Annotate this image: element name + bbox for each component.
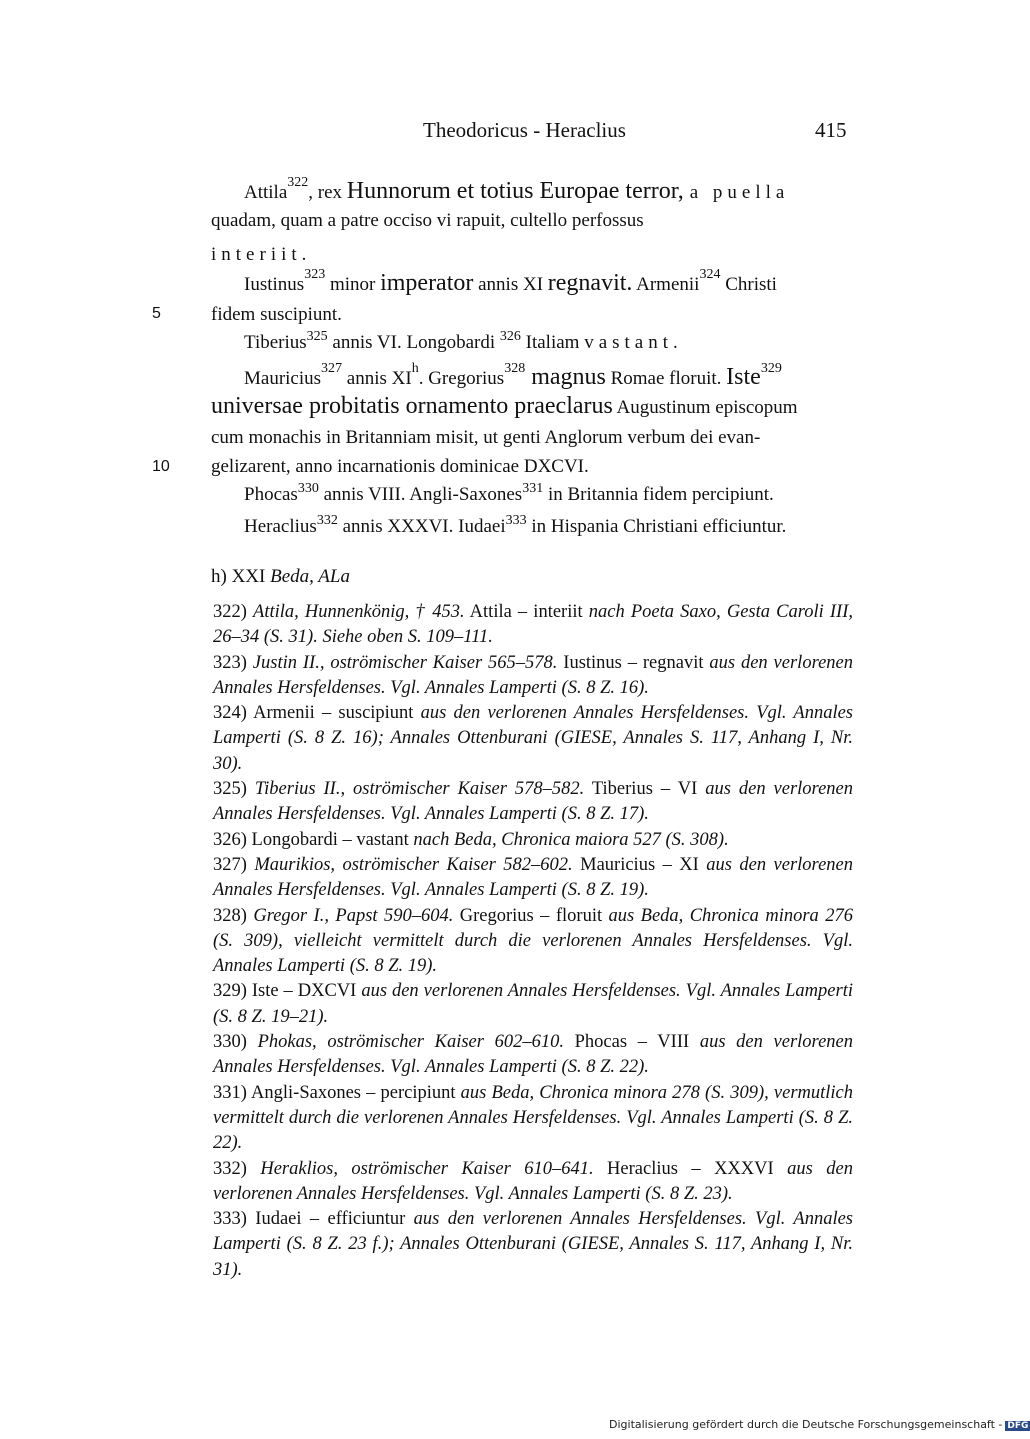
footnote: 331) Angli-Saxones – percipiunt aus Beda, Chronica minora 278 (S. 309), vermutlich vermittelt durch die verlorenen Annales Hersfeldenses. Vgl. Annales Lamperti (S. 8 Z. 22). (213, 1082, 854, 1154)
text-line-12: Heraclius$^{332}$ annis XXXVI. Iudaei$^{333}$ in Hispania Christiani efficiuntur. (244, 513, 787, 537)
footnote: 333) Iudaei – efficiuntur aus den verlorenen Annales Hersfeldenses. Vgl. Annales Lamperti (S. 8 Z. 23 f.); Annales Ottenburani (GIESE, Annales S. 117, Anhang I, Nr. 31). (213, 1209, 853, 1280)
text-line-10: gelizarent, anno incarnationis dominicae DXCVI. (211, 456, 589, 477)
page-number: 415 (815, 118, 847, 142)
footnote: 322) Attila, Hunnenkönig, † 453. Attila – interiit nach Poeta Saxo, Gesta Caroli III, 26–34 (S. 31). Siehe oben S. 109–111. (213, 602, 853, 648)
text-line-1: Attila$^{322}$, rex Hunnorum et totius Europae terror, a puella (244, 175, 790, 204)
line-number-10: 10 (152, 458, 170, 475)
page-header (0, 118, 1000, 148)
line-number-5: 5 (152, 305, 161, 322)
dfg-logo: DFG (1007, 1421, 1029, 1431)
text-line-6: Tiberius$^{325}$ annis VI. Longobardi $^{326}$ Italiam vastant. (244, 329, 683, 353)
footnote: 329) Iste – DXCVI aus den verlorenen Annales Hersfeldenses. Vgl. Annales Lamperti (S. 8 Z. 19–21). (213, 981, 853, 1027)
footnote: 326) Longobardi – vastant nach Beda, Chronica maiora 527 (S. 308). (213, 829, 729, 850)
text-line-4: Iustinus$^{323}$ minor imperator annis XI regnavit. Armenii$^{324}$ Christi (244, 267, 777, 296)
footnote: 325) Tiberius II., oströmischer Kaiser 578–582. Tiberius – VI aus den verlorenen Annales Hersfeldenses. Vgl. Annales Lamperti (S. 8 Z. 17). (213, 779, 853, 825)
text-line-5: fidem suscipiunt. (211, 304, 342, 325)
text-line-8: universae probitatis ornamento praeclarus Augustinum episcopum (211, 393, 798, 419)
text-line-3: interiit. (211, 244, 312, 265)
footnotes (213, 600, 853, 1283)
digitization-footer: Digitalisierung gefördert durch die Deutsche Forschungsgemeinschaft - DFG (609, 1418, 1029, 1431)
footnote: 324) Armenii – suscipiunt aus den verlorenen Annales Hersfeldenses. Vgl. Annales Lamperti (S. 8 Z. 16); Annales Ottenburani (GIESE, Annales S. 117, Anhang I, Nr. 30). (213, 703, 853, 774)
text-line-11: Phocas$^{330}$ annis VIII. Angli-Saxones$^{331}$ in Britannia fidem percipiunt. (244, 481, 774, 505)
footnote: 328) Gregor I., Papst 590–604. Gregorius – floruit aus Beda, Chronica minora 276 (S. 309), vielleicht vermittelt durch die verlorenen Annales Hersfeldenses. Vgl. Annales Lamperti (S. 8 Z. 19). (213, 905, 853, 977)
footnote: 330) Phokas, oströmischer Kaiser 602–610. Phocas – VIII aus den verlorenen Annales Hersfeldenses. Vgl. Annales Lamperti (S. 8 Z. 22). (213, 1032, 853, 1078)
apparatus-note-h: h) XXI Beda, ALa (211, 566, 350, 587)
text-line-7: Mauricius$^{327}$ annis $XI^h$. Gregorius$^{328}$ magnus Romae floruit. Iste$^{329}$ (244, 361, 782, 390)
running-title: Theodoricus - Heraclius (423, 118, 626, 142)
footnote: 323) Justin II., oströmischer Kaiser 565–578. Iustinus – regnavit aus den verlorenen Annales Hersfeldenses. Vgl. Annales Lamperti (S. 8 Z. 16). (213, 652, 854, 698)
text-line-9: cum monachis in Britanniam misit, ut genti Anglorum verbum dei evan- (211, 427, 761, 448)
footnote: 327) Maurikios, oströmischer Kaiser 582–602. Mauricius – XI aus den verlorenen Annales Hersfeldenses. Vgl. Annales Lamperti (S. 8 Z. 19). (213, 854, 853, 901)
footnote: 332) Heraklios, oströmischer Kaiser 610–641. Heraclius – XXXVI aus den verlorenen Annales Hersfeldenses. Vgl. Annales Lamperti (S. 8 Z. 23). (213, 1158, 853, 1204)
text-line-2: quadam, quam a patre occiso vi rapuit, cultello perfossus (211, 210, 644, 231)
